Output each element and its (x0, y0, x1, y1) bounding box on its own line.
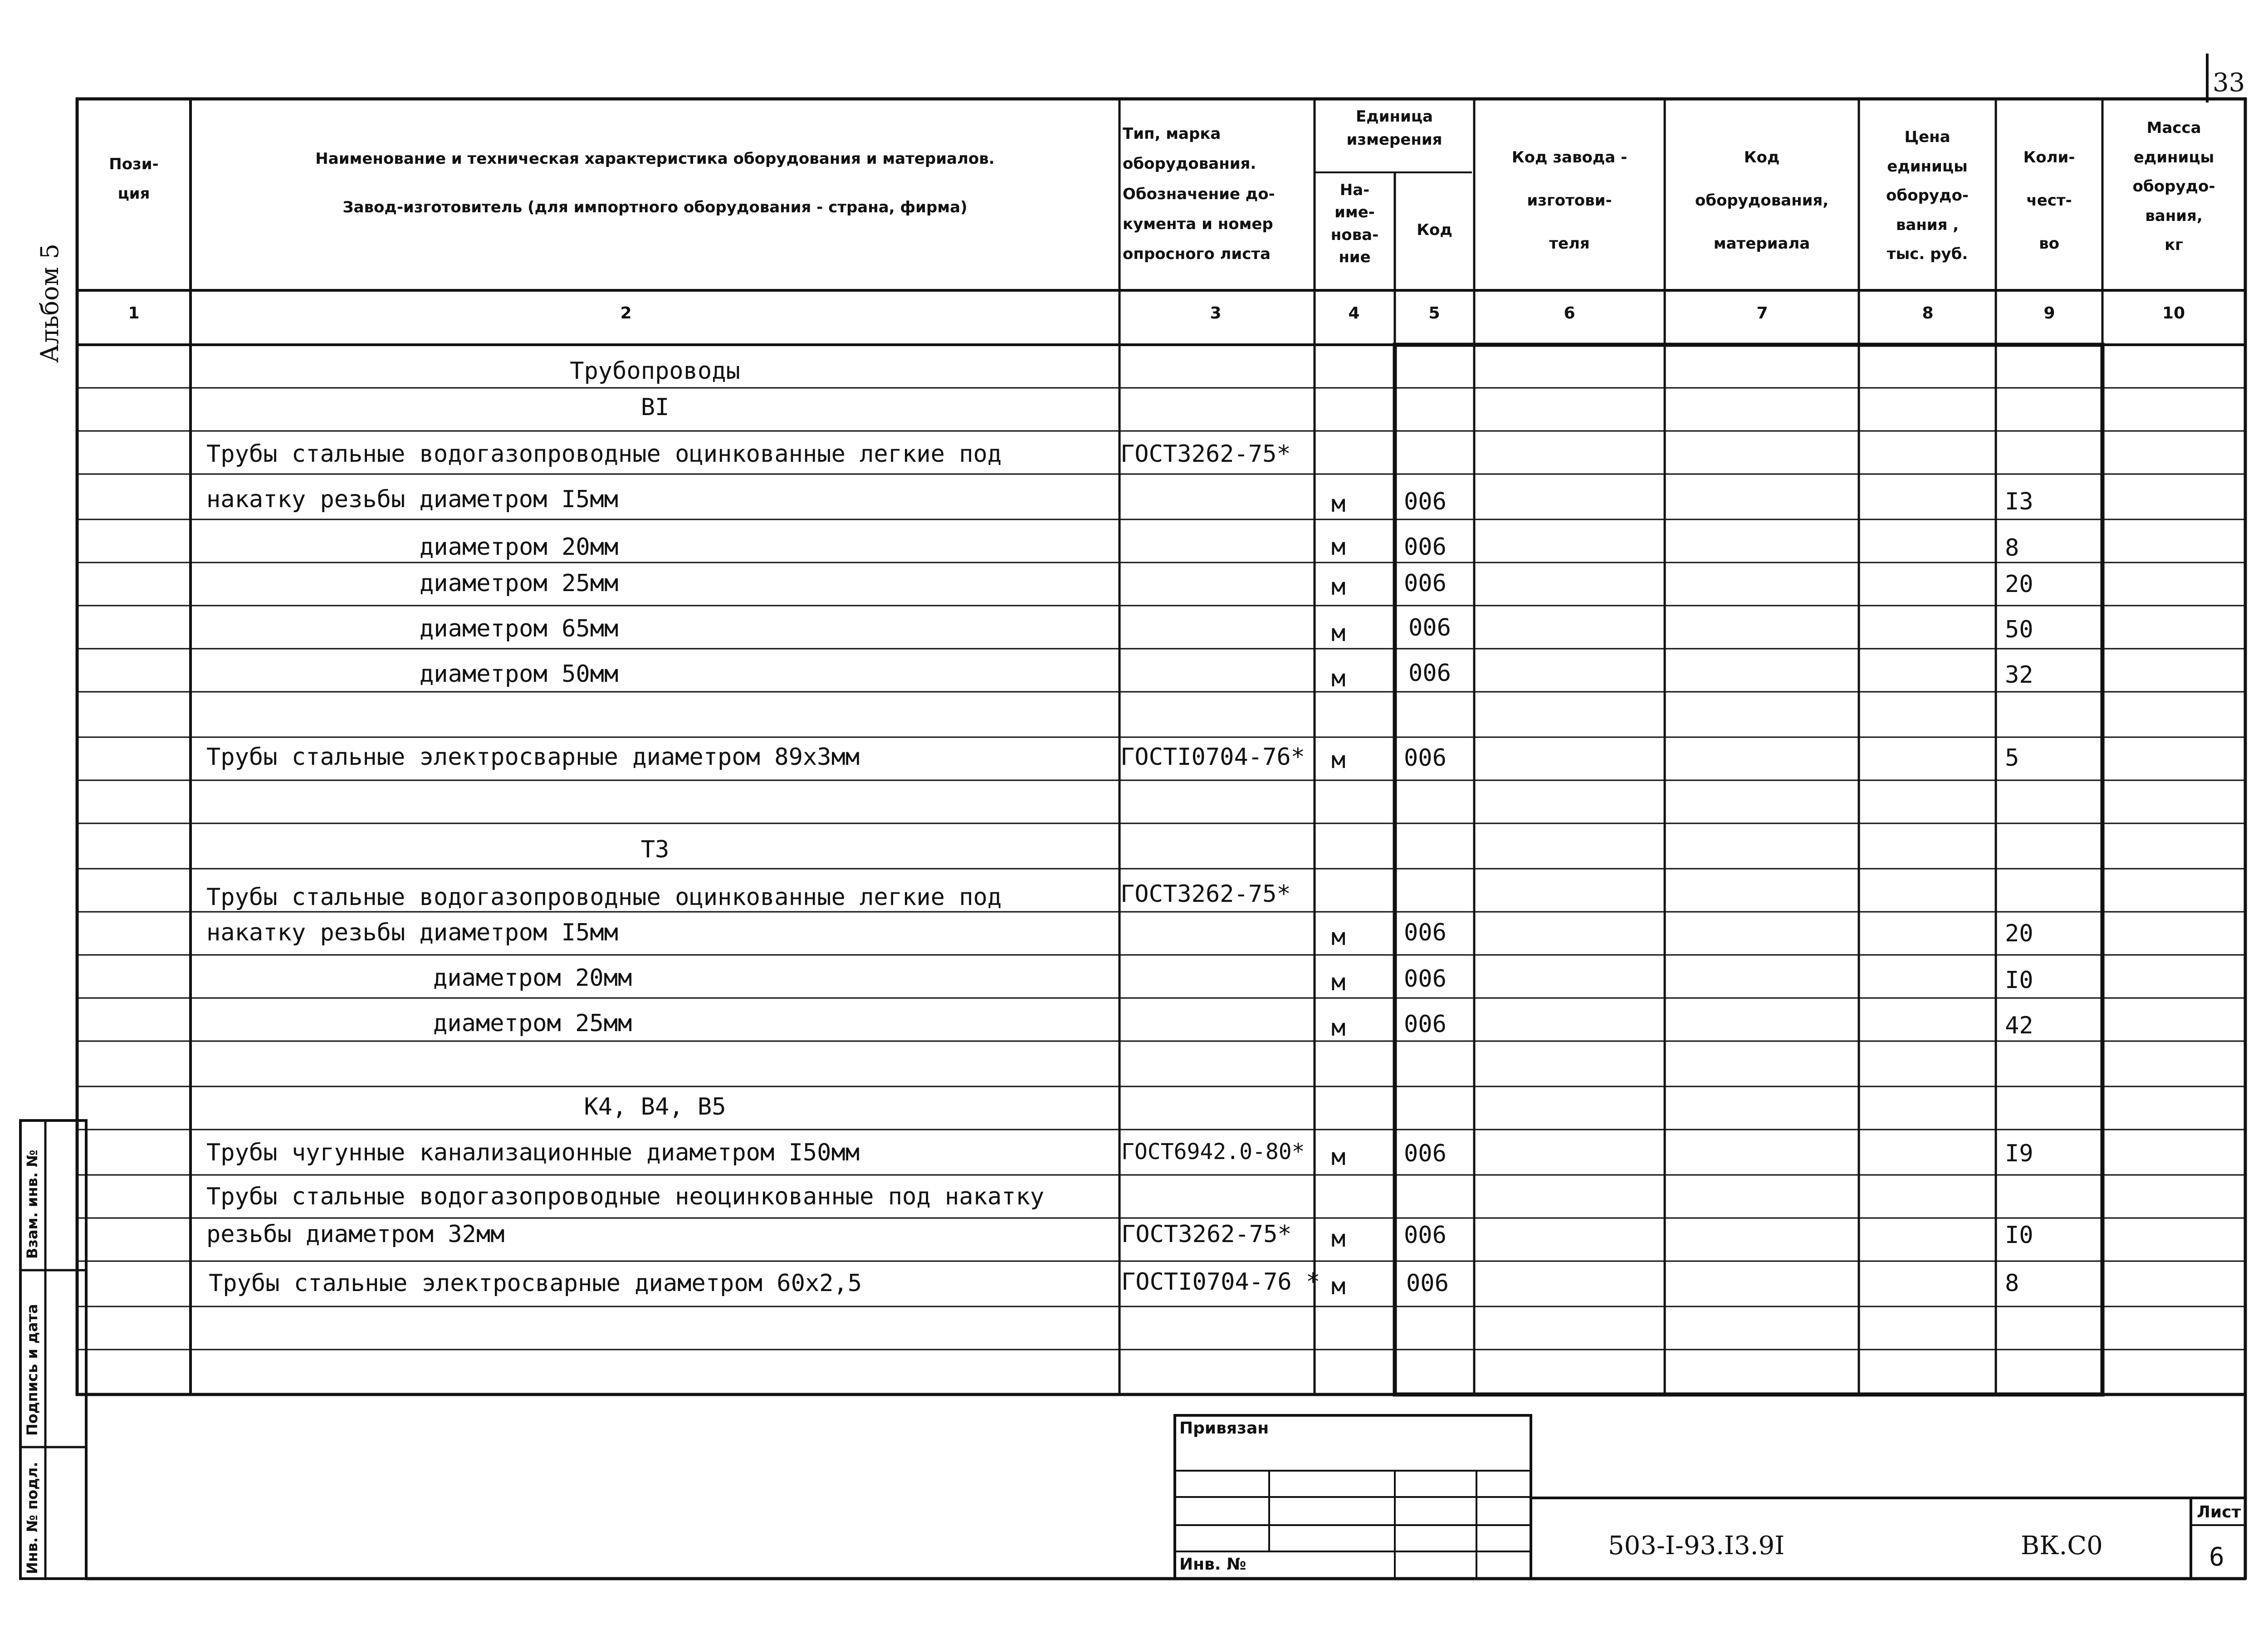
row-6-name: Трубы стальные электросварные диаметром 89x3мм (206, 744, 860, 771)
sheet-number-stamp: 6 (2209, 1542, 2224, 1572)
sheet-label: Лист (2197, 1503, 2241, 1521)
section-title-k4: К4, В4, В5 (584, 1093, 726, 1120)
row-9-qty: I0 (2005, 967, 2033, 994)
row-9-code: 006 (1404, 965, 1447, 993)
column-number-1: 1 (128, 304, 140, 323)
row-1-code: 006 (1404, 488, 1447, 515)
replacement-inventory-label: Взам. инв. № (24, 1150, 41, 1259)
row-0-name: Трубы стальные водогазопроводные оцинкованные легкие под (206, 440, 1002, 468)
section-title-b1: BI (640, 394, 670, 421)
column-number-7: 7 (1756, 304, 1768, 323)
row-2-qty: 8 (2005, 534, 2019, 562)
row-14-doc: ГОСТI0704-76 * (1121, 1268, 1320, 1296)
header-unit-code: Код (1417, 221, 1452, 239)
row-11-doc: ГОСТ6942.0-80* (1121, 1139, 1305, 1164)
header-position: Пози- ция (109, 155, 159, 203)
header-name-line1: Наименование и техническая характеристика оборудования и материалов. (315, 150, 995, 168)
row-11-qty: I9 (2005, 1140, 2033, 1167)
row-11-unit: м (1331, 1144, 1346, 1171)
row-5-name: диаметром 50мм (420, 660, 619, 688)
signature-date-label: Подпись и дата (24, 1304, 41, 1436)
row-2-unit: м (1331, 533, 1346, 561)
column-number-3: 3 (1210, 304, 1222, 323)
header-plant-code: Код завода - изготови- теля (1511, 148, 1628, 253)
row-13-name: резьбы диаметром 32мм (206, 1221, 505, 1248)
album-label: Альбом 5 (35, 243, 64, 363)
stamp-linked-label: Привязан (1179, 1419, 1269, 1438)
row-14-qty: 8 (2005, 1270, 2019, 1297)
row-4-unit: м (1331, 620, 1346, 647)
row-5-qty: 32 (2005, 661, 2033, 689)
row-0-doc: ГОСТ3262-75* (1120, 440, 1291, 468)
row-6-doc: ГОСТI0704-76* (1120, 744, 1305, 771)
row-13-doc: ГОСТ3262-75* (1121, 1221, 1292, 1248)
header-quantity: Коли- чест- во (2023, 148, 2075, 253)
row-10-unit: м (1331, 1014, 1346, 1042)
header-equipment-code: Код оборудования, материала (1695, 148, 1829, 253)
row-1-unit: м (1331, 490, 1346, 518)
column-number-4: 4 (1348, 304, 1360, 323)
row-2-name: диаметром 20мм (420, 533, 619, 561)
row-1-name: накатку резьбы диаметром I5мм (206, 486, 618, 513)
column-number-5: 5 (1428, 304, 1440, 323)
document-mark: ВК.С0 (2021, 1531, 2103, 1561)
header-price: Цена единицы оборудо- вания , тыс. руб. (1886, 128, 1969, 264)
row-8-name: накатку резьбы диаметром I5мм (206, 919, 618, 946)
row-8-qty: 20 (2005, 920, 2033, 947)
header-unit-name: На- име- нова- ние (1330, 181, 1379, 266)
section-title-pipelines: Трубопроводы (570, 357, 740, 385)
row-11-code: 006 (1404, 1140, 1447, 1167)
row-3-unit: м (1331, 573, 1346, 601)
row-10-name: диаметром 25мм (433, 1010, 632, 1037)
row-6-code: 006 (1404, 744, 1447, 772)
row-14-unit: м (1331, 1273, 1346, 1300)
column-number-9: 9 (2043, 304, 2055, 323)
header-type: Тип, марка оборудования. Обозначение до- кумента и номер опросного листа (1123, 125, 1275, 264)
row-6-unit: м (1331, 747, 1346, 774)
row-4-name: диаметром 65мм (420, 615, 619, 642)
row-8-unit: м (1331, 924, 1346, 951)
row-14-code: 006 (1406, 1270, 1449, 1297)
row-3-name: диаметром 25мм (420, 570, 619, 597)
section-title-t3: T3 (640, 836, 670, 863)
row-7-name: Трубы стальные водогазопроводные оцинкованные легкие под (206, 884, 1002, 911)
header-mass: Масса единицы оборудо- вания, кг (2132, 119, 2215, 254)
row-2-code: 006 (1404, 533, 1447, 561)
document-code: 503-I-93.I3.9I (1608, 1531, 1785, 1561)
row-9-name: диаметром 20мм (433, 964, 632, 992)
column-number-6: 6 (1564, 304, 1575, 323)
header-name-line2: Завод-изготовитель (для импортного оборудования - страна, фирма) (342, 198, 968, 216)
header-unit: Единица измерения (1346, 108, 1442, 149)
row-13-code: 006 (1404, 1222, 1447, 1249)
row-11-name: Трубы чугунные канализационные диаметром I50мм (206, 1139, 860, 1166)
row-14-name: Трубы стальные электросварные диаметром 60x2,5 (209, 1270, 862, 1297)
row-7-doc: ГОСТ3262-75* (1120, 881, 1291, 908)
row-3-code: 006 (1404, 570, 1447, 597)
row-3-qty: 20 (2005, 571, 2033, 598)
row-8-code: 006 (1404, 919, 1447, 946)
sheet-number: 33 (2213, 68, 2245, 98)
row-1-qty: I3 (2005, 488, 2033, 515)
row-5-code: 006 (1408, 660, 1451, 687)
row-5-unit: м (1331, 665, 1346, 692)
row-13-qty: I0 (2005, 1222, 2033, 1249)
original-inventory-label: Инв. № подл. (24, 1462, 41, 1574)
row-13-unit: м (1331, 1225, 1346, 1252)
row-4-qty: 50 (2005, 616, 2033, 643)
row-4-code: 006 (1408, 614, 1451, 641)
row-12-name: Трубы стальные водогазопроводные неоцинкованные под накатку (206, 1183, 1045, 1210)
row-6-qty: 5 (2005, 744, 2019, 772)
row-10-code: 006 (1404, 1011, 1447, 1038)
row-9-unit: м (1331, 969, 1346, 996)
row-10-qty: 42 (2005, 1012, 2033, 1039)
column-number-10: 10 (2162, 304, 2185, 323)
column-number-8: 8 (1922, 304, 1934, 323)
column-number-2: 2 (620, 304, 632, 323)
stamp-inventory-label: Инв. № (1179, 1555, 1246, 1574)
